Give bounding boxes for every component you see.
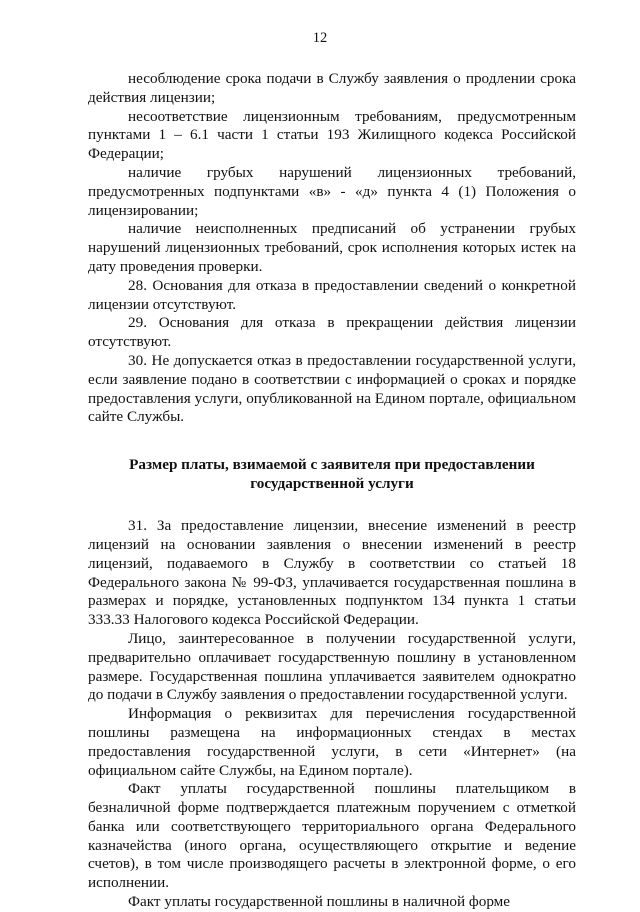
paragraph: наличие неисполненных предписаний об устранении грубых нарушений лицензионных требований, срок исполнения которых истек на дату проведения проверки. xyxy=(88,220,576,275)
section-body xyxy=(88,517,576,912)
paragraph: Факт уплаты государственной пошлины плательщиком в безналичной форме подтверждается платежным поручением с отметкой банка или соответствующего территориального органа Федерального казначейства (иного органа, осуществляющего открытие и ведение счетов), в том числе производящего расчеты в электронной форме, о его исполнении. xyxy=(88,780,576,892)
section-heading-line-1: Размер платы, взимаемой с заявителя при предоставлении xyxy=(129,456,535,474)
page-number: 12 xyxy=(312,30,328,46)
paragraph: 31. За предоставление лицензии, внесение изменений в реестр лицензий на основании заявления о внесении изменений в реестр лицензий, подаваемого в Службу в соответствии со статьей 18 Федерального закона № 99-ФЗ, уплачивается государственная пошлина в размерах и порядке, установленных подпунктом 134 пункта 1 статьи 333.33 Налогового кодекса Российской Федерации. xyxy=(88,517,576,629)
paragraph: несоблюдение срока подачи в Службу заявления о продлении срока действия лицензии; xyxy=(88,70,576,106)
paragraph: Лицо, заинтересованное в получении государственной услуги, предварительно оплачивает государственную пошлину в установленном размере. Государственная пошлина уплачивается заявителем однократно до подачи в Службу заявления о предоставлении государственной услуги. xyxy=(88,629,576,704)
paragraph: Информация о реквизитах для перечисления государственной пошлины размещена на информационных стендах в местах предоставления государственной услуги, в сети «Интернет» (на официальном сайте Службы, на Едином портале). xyxy=(88,705,576,779)
section-heading-line-2: государственной услуги xyxy=(250,475,414,493)
paragraph: 30. Не допускается отказ в предоставлении государственной услуги, если заявление подано в соответствии с информацией о сроках и порядке предоставления услуги, опубликованной на Едином портале, официальном сайте Службы. xyxy=(88,351,576,426)
page-body xyxy=(88,70,576,912)
section-heading xyxy=(88,455,576,493)
paragraph: несоответствие лицензионным требованиям, предусмотренным пунктами 1 – 6.1 части 1 статьи 193 Жилищного кодекса Российской Федерации; xyxy=(88,107,576,163)
paragraph: 29. Основания для отказа в прекращении действия лицензии отсутствуют. xyxy=(88,314,576,351)
paragraph: 28. Основания для отказа в предоставлении сведений о конкретной лицензии отсутствуют. xyxy=(88,276,576,313)
paragraph: Факт уплаты государственной пошлины в наличной форме xyxy=(128,893,511,911)
paragraph: наличие грубых нарушений лицензионных требований, предусмотренных подпунктами «в» - «д» пункта 4 (1) Положения о лицензировании; xyxy=(88,163,576,219)
